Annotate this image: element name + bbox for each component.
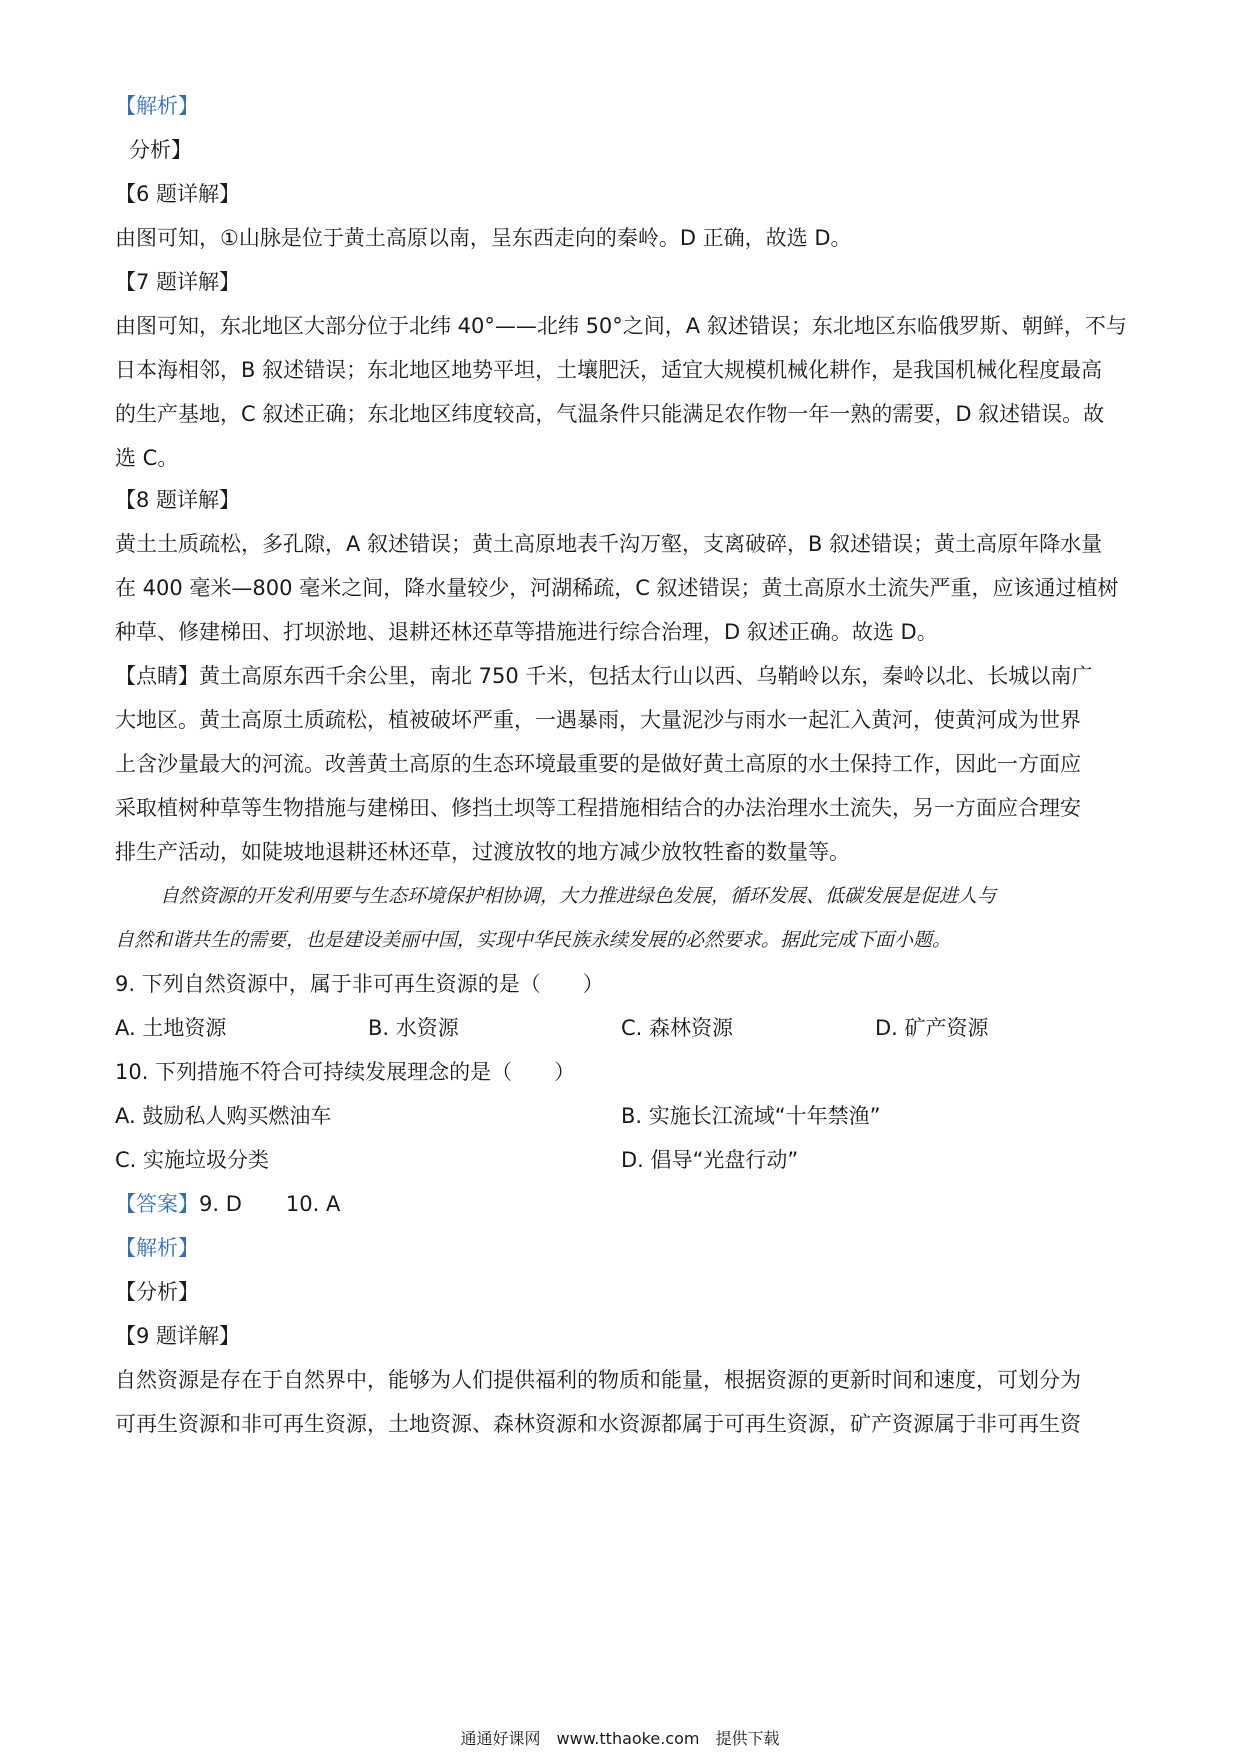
q10-stem: 10. 下列措施不符合可持续发展理念的是（ ） [115, 1060, 576, 1084]
q6-heading: 【6 题详解】 [115, 182, 241, 206]
q8-line: 种草、修建梯田、打坝淤地、退耕还林还草等措施进行综合治理，D 叙述正确。故选 D。 [115, 620, 938, 644]
dianjing-line: 【点睛】黄土高原东西千余公里，南北 750 千米，包括太行山以西、乌鞘岭以东，秦岭以北、长城以南广 [115, 664, 1093, 688]
q9-option-a: A. 土地资源 [115, 1016, 227, 1040]
answer-label: 【答案】 [115, 1192, 199, 1216]
q10-option-b: B. 实施长江流域“十年禁渔” [621, 1104, 881, 1128]
q9-option-d: D. 矿产资源 [875, 1016, 989, 1040]
page-footer: 通通好课网 www.tthaoke.com 提供下载 [460, 1729, 780, 1748]
dianjing-line: 上含沙量最大的河流。改善黄土高原的生态环境最重要的是做好黄土高原的水土保持工作，因此一方面应 [115, 752, 1081, 776]
q7-line: 选 C。 [115, 446, 179, 470]
intro-line: 自然和谐共生的需要，也是建设美丽中国，实现中华民族永续发展的必然要求。据此完成下面小题。 [115, 929, 952, 951]
analysis-sub: 分析】 [129, 138, 192, 162]
analysis2-sub: 【分析】 [115, 1280, 199, 1304]
q7-line: 的生产基地，C 叙述正确；东北地区纬度较高，气温条件只能满足农作物一年一熟的需要，D 叙述错误。故 [115, 402, 1105, 426]
q8-line: 在 400 毫米—800 毫米之间，降水量较少，河湖稀疏，C 叙述错误；黄土高原水土流失严重，应该通过植树 [115, 576, 1119, 600]
answer-row [115, 1190, 1125, 1218]
q10-option-c: C. 实施垃圾分类 [115, 1148, 270, 1172]
q8-line: 黄土土质疏松，多孔隙，A 叙述错误；黄土高原地表千沟万壑，支离破碎，B 叙述错误；黄土高原年降水量 [115, 532, 1103, 556]
q9-detail-heading: 【9 题详解】 [115, 1324, 241, 1348]
q7-line: 由图可知，东北地区大部分位于北纬 40°——北纬 50°之间，A 叙述错误；东北地区东临俄罗斯、朝鲜，不与 [115, 314, 1127, 338]
dianjing-line: 大地区。黄土高原土质疏松，植被破坏严重，一遇暴雨，大量泥沙与雨水一起汇入黄河，使黄河成为世界 [115, 708, 1081, 732]
q9-detail-line: 可再生资源和非可再生资源，土地资源、森林资源和水资源都属于可再生资源，矿产资源属于非可再生资 [115, 1412, 1081, 1436]
q7-heading: 【7 题详解】 [115, 270, 241, 294]
answer-9: 9. D [199, 1192, 242, 1216]
analysis-header: 【解析】 [115, 94, 199, 118]
answer-10: 10. A [285, 1192, 341, 1216]
dianjing-line: 排生产活动，如陡坡地退耕还林还草，过渡放牧的地方减少放牧牲畜的数量等。 [115, 840, 850, 864]
q9-detail-line: 自然资源是存在于自然界中，能够为人们提供福利的物质和能量，根据资源的更新时间和速度，可划分为 [115, 1368, 1081, 1392]
q7-line: 日本海相邻，B 叙述错误；东北地区地势平坦，土壤肥沃，适宜大规模机械化耕作，是我国机械化程度最高 [115, 358, 1103, 382]
q10-option-d: D. 倡导“光盘行动” [621, 1148, 799, 1172]
intro-line: 自然资源的开发利用要与生态环境保护相协调，大力推进绿色发展，循环发展、低碳发展是促进人与 [160, 885, 997, 907]
q8-heading: 【8 题详解】 [115, 488, 241, 512]
q6-body: 由图可知，①山脉是位于黄土高原以南，呈东西走向的秦岭。D 正确，故选 D。 [115, 226, 852, 250]
q9-option-c: C. 森林资源 [621, 1016, 734, 1040]
q9-option-b: B. 水资源 [368, 1016, 459, 1040]
q9-stem: 9. 下列自然资源中，属于非可再生资源的是（ ） [115, 972, 604, 996]
q10-option-a: A. 鼓励私人购买燃油车 [115, 1104, 332, 1128]
dianjing-line: 采取植树种草等生物措施与建梯田、修挡土坝等工程措施相结合的办法治理水土流失，另一方面应合理安 [115, 796, 1081, 820]
analysis2-header: 【解析】 [115, 1236, 199, 1260]
